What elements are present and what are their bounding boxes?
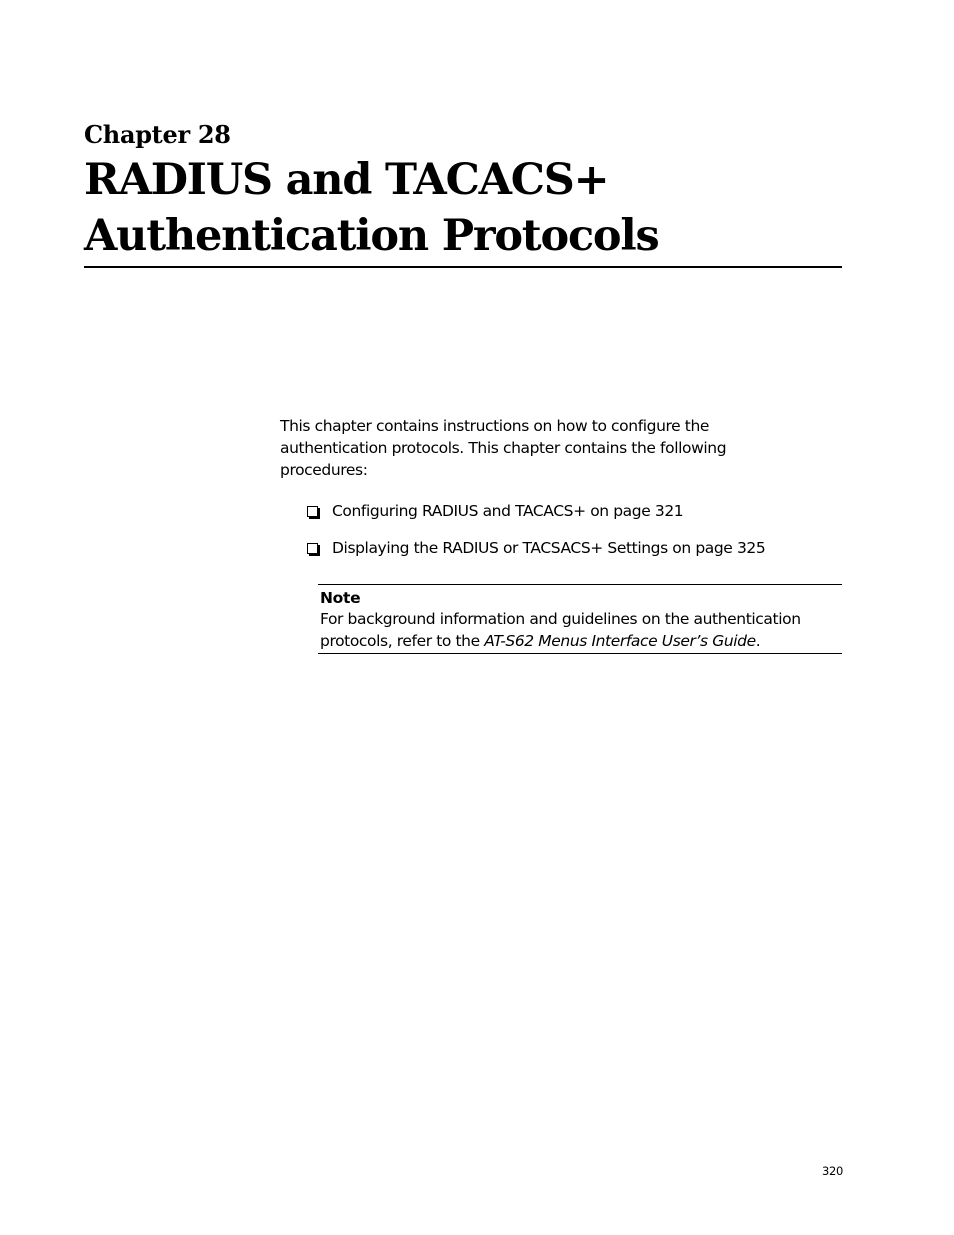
checkbox-bullet-icon bbox=[307, 543, 318, 554]
title-divider bbox=[84, 266, 842, 268]
procedure-label: Displaying the RADIUS or TACSACS+ Settings on page 325 bbox=[332, 539, 766, 557]
note-line-2-prefix: protocols, refer to the bbox=[320, 632, 485, 650]
guide-title-reference: AT-S62 Menus Interface User’s Guide bbox=[484, 632, 756, 650]
chapter-title-line-1: RADIUS and TACACS+ bbox=[84, 155, 609, 205]
note-line-1: For background information and guidelines on the authentication bbox=[320, 610, 801, 628]
intro-paragraph bbox=[280, 415, 800, 481]
checkbox-bullet-icon bbox=[307, 506, 318, 517]
intro-line-2: authentication protocols. This chapter contains the following bbox=[280, 439, 727, 457]
note-line-2-suffix: . bbox=[755, 632, 761, 650]
page-number: 320 bbox=[822, 1164, 844, 1178]
intro-line-1: This chapter contains instructions on how to configure the bbox=[280, 417, 710, 435]
procedure-link-displaying[interactable] bbox=[307, 537, 765, 559]
chapter-title bbox=[84, 152, 659, 264]
procedure-link-configuring[interactable] bbox=[307, 500, 683, 522]
intro-line-3: procedures: bbox=[280, 461, 368, 479]
note-body bbox=[320, 608, 801, 652]
note-heading: Note bbox=[320, 589, 361, 607]
note-box bbox=[318, 584, 842, 654]
procedure-label: Configuring RADIUS and TACACS+ on page 321 bbox=[332, 502, 684, 520]
chapter-title-line-2: Authentication Protocols bbox=[84, 211, 659, 261]
note-line-2 bbox=[320, 630, 801, 652]
chapter-label: Chapter 28 bbox=[84, 120, 231, 149]
